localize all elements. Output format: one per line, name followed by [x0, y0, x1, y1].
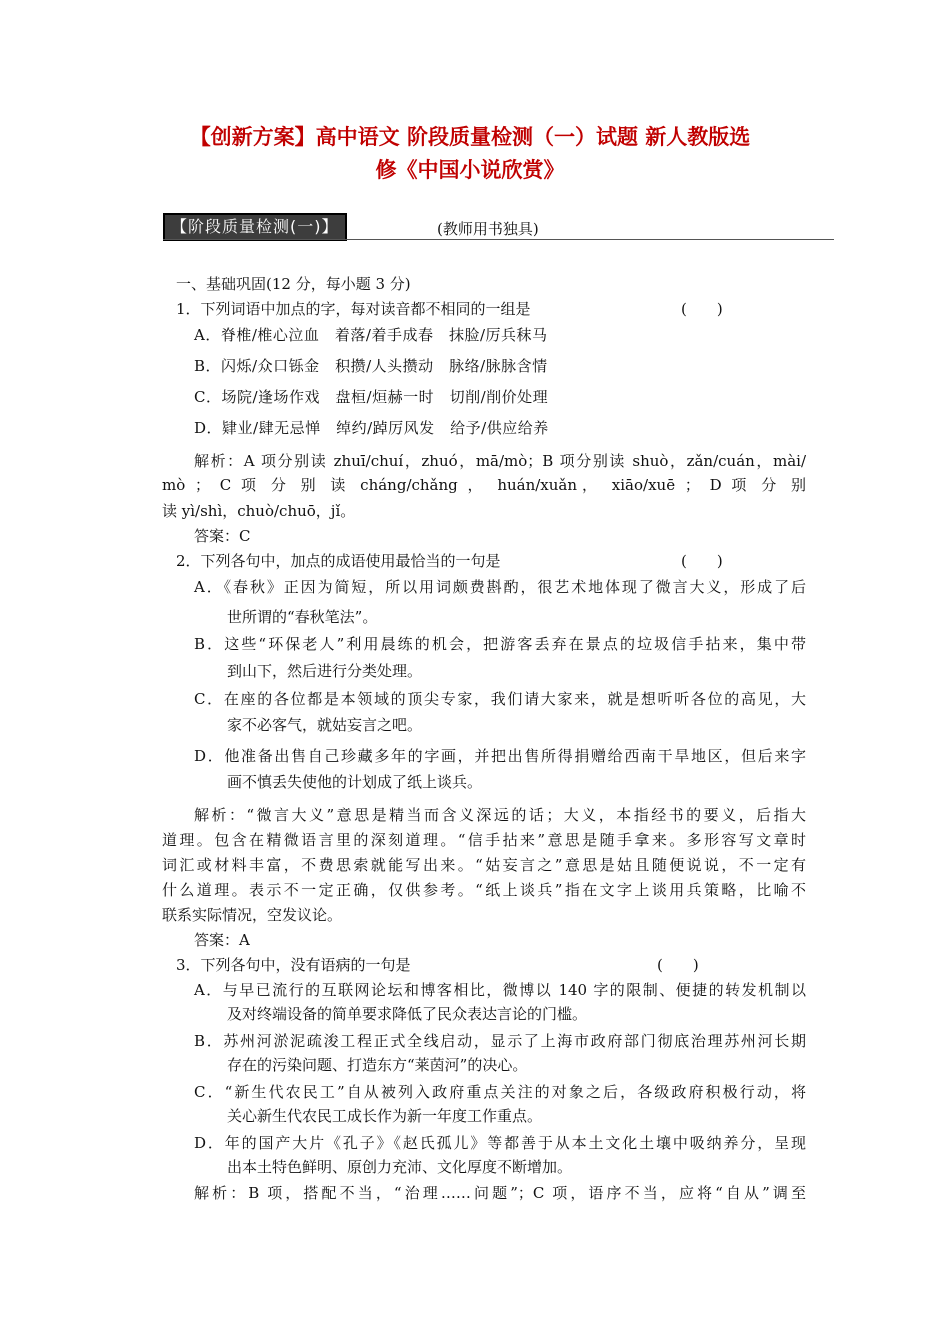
q3-analysis-line1: 解析：B 项，搭配不当，“治理……问题”；C 项，语序不当，应将“自从”调至	[194, 1184, 806, 1202]
q2-option-a-line2: 世所谓的“春秋笔法”。	[227, 608, 378, 626]
q2-analysis-line2: 道理。包含在精微语言里的深刻道理。“信手拈来”意思是随手拿来。多形容写文章时	[162, 831, 806, 849]
q2-option-d-line1: D．他准备出售自己珍藏多年的字画，并把出售所得捐赠给西南干旱地区，但后来字	[194, 747, 806, 765]
q1-analysis-line1: 解析：A 项分别读 zhuī/chuí，zhuó，mā/mò；B 项分别读 shuò，zǎn/cuán，mài/	[194, 452, 806, 470]
q2-answer: 答案：A	[194, 931, 250, 949]
q3-option-a-line2: 及对终端设备的简单要求降低了民众表达言论的门槛。	[227, 1005, 588, 1023]
q1-option-a: A．脊椎/椎心泣血 着落/着手成春 抹脸/厉兵秣马	[194, 326, 548, 344]
document-title-line2: 修《中国小说欣赏》	[375, 157, 565, 182]
q3-option-d-line1: D．年的国产大片《孔子》《赵氏孤儿》等都善于从本土文化土壤中吸纳养分，呈现	[194, 1134, 806, 1152]
teacher-only-note: (教师用书独具)	[437, 220, 539, 238]
q1-option-c: C．场院/逢场作戏 盘桓/烜赫一时 切削/削价处理	[194, 388, 549, 406]
q2-analysis-line5: 联系实际情况，空发议论。	[162, 906, 343, 924]
section-heading: 一、基础巩固(12 分，每小题 3 分)	[176, 275, 411, 293]
q2-option-d-line2: 画不慎丢失使他的计划成了纸上谈兵。	[227, 773, 483, 791]
q3-option-b-line2: 存在的污染问题、打造东方“莱茵河”的决心。	[227, 1056, 528, 1074]
section-badge: 【阶段质量检测(一)】	[163, 213, 347, 241]
q1-analysis-line2: mò ； C 项 分 别 读 cháng/chǎng ， huán/xuǎn， xiāo/xuē ； D 项 分 别	[162, 476, 806, 494]
q1-option-b: B．闪烁/众口铄金 积攒/人头攒动 脉络/脉脉含情	[194, 357, 548, 375]
document-title-line1: 【创新方案】高中语文 阶段质量检测（一）试题 新人教版选	[189, 124, 751, 149]
q1-stem: 1．下列词语中加点的字，每对读音都不相同的一组是	[176, 300, 531, 318]
q1-answer: 答案：C	[194, 527, 251, 545]
q2-option-b-line2: 到山下，然后进行分类处理。	[227, 662, 423, 680]
q2-option-c-line1: C．在座的各位都是本领域的顶尖专家，我们请大家来，就是想听听各位的高见，大	[194, 690, 806, 708]
q1-analysis-line3: 读 yì/shì，chuò/chuō，jǐ。	[162, 502, 356, 520]
q3-option-a-line1: A．与早已流行的互联网论坛和博客相比，微博以 140 字的限制、便捷的转发机制以	[194, 981, 806, 999]
q3-option-c-line2: 关心新生代农民工成长作为新一年度工作重点。	[227, 1107, 543, 1125]
q3-answer-bracket: ( )	[657, 956, 699, 974]
q2-stem: 2．下列各句中，加点的成语使用最恰当的一句是	[176, 552, 501, 570]
q2-analysis-line4: 什么道理。表示不一定正确，仅供参考。“纸上谈兵”指在文字上谈用兵策略，比喻不	[162, 881, 806, 899]
q3-stem: 3．下列各句中，没有语病的一句是	[176, 956, 411, 974]
q2-analysis-line3: 词汇或材料丰富，不费思索就能写出来。“姑妄言之”意思是姑且随便说说，不一定有	[162, 856, 806, 874]
q1-answer-bracket: ( )	[681, 300, 723, 318]
q1-option-d: D．肄业/肆无忌惮 绰约/踔厉风发 给予/供应给养	[194, 419, 549, 437]
q2-analysis-line1: 解析：“微言大义”意思是精当而含义深远的话；大义，本指经书的要义，后指大	[194, 806, 806, 824]
header-rule	[163, 239, 834, 240]
q2-option-a-line1: A．《春秋》正因为简短，所以用词颇费斟酌，很艺术地体现了微言大义，形成了后	[194, 578, 806, 596]
q2-answer-bracket: ( )	[681, 552, 723, 570]
q3-option-d-line2: 出本土特色鲜明、原创力充沛、文化厚度不断增加。	[227, 1158, 573, 1176]
q3-option-c-line1: C．“新生代农民工”自从被列入政府重点关注的对象之后，各级政府积极行动，将	[194, 1083, 806, 1101]
q2-option-c-line2: 家不必客气，就姑妄言之吧。	[227, 716, 423, 734]
q3-option-b-line1: B．苏州河淤泥疏浚工程正式全线启动，显示了上海市政府部门彻底治理苏州河长期	[194, 1032, 806, 1050]
q2-option-b-line1: B．这些“环保老人”利用晨练的机会，把游客丢弃在景点的垃圾信手拈来，集中带	[194, 635, 806, 653]
